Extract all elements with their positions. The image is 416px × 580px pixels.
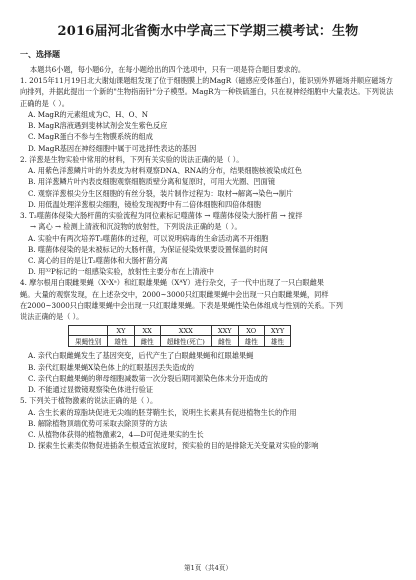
table-cell: 雄性 <box>264 336 290 347</box>
question-3-option-c: C. 离心的目的是让T₂噬菌体和大肠杆菌分离 <box>28 255 168 265</box>
table-cell: XX <box>134 326 160 336</box>
question-3-option-d: D. 用³²P标记的一组感染实验，放射性主要分布在上清液中 <box>28 267 214 277</box>
question-4-option-b: B. 亲代红眼雄果蝇X染色体上的红眼基因丢失造成的 <box>28 362 194 372</box>
question-5-option-a: A. 含生长素的琼脂块促进无尖端的胚芽鞘生长，说明生长素具有促进植物生长的作用 <box>28 407 297 417</box>
question-4-option-c: C. 亲代白眼雌果蝇的卵母细胞减数第一次分裂后期同源染色体未分开造成的 <box>28 373 268 383</box>
question-2-stem: 2. 洋葱是生物实验中常用的材料，下列有关实验的说法正确的是（ ）。 <box>20 154 244 164</box>
table-cell: 雌性 <box>211 336 238 347</box>
question-5-stem: 5. 下列关于植物激素的说法正确的是（ ）。 <box>20 396 158 406</box>
table-cell: 雌性 <box>134 336 160 347</box>
table-cell: XXY <box>211 326 238 336</box>
table-cell <box>69 326 108 336</box>
question-4-option-a: A. 亲代白眼雌蝇发生了基因突变，后代产生了白眼雌果蝇和红眼雄果蝇 <box>28 351 254 361</box>
question-5-option-b: B. 解除植物顶端优势可采取去除顶芽的方法 <box>28 418 168 428</box>
question-4-stem-line-2: 蝇。大量的观察发现，在上述杂交中，2000~3000只红眼雌果蝇中会出现一只白眼雌果蝇，同样 <box>20 289 329 299</box>
question-4-option-d: D. 不能通过显微镜观察染色体进行验证 <box>28 385 154 395</box>
table-cell: XO <box>238 326 264 336</box>
section-intro: 本题共6小题，每小题6分，在每小题给出的四个选项中，只有一项是符合题目要求的。 <box>30 65 306 74</box>
table-cell: 果蝇性别 <box>69 336 108 347</box>
section-heading: 一、选择题 <box>20 49 60 59</box>
question-2-option-b: B. 用洋葱鳞片叶内表皮细胞观察细胞质壁分离和复原时，可用大光圈、凹面镜 <box>28 177 276 187</box>
question-4-stem-line-4: 说法正确的是（ ）。 <box>20 312 84 322</box>
page-footer: 第1页（共4页） <box>184 564 232 572</box>
table-cell: XY <box>108 326 134 336</box>
question-1-option-b: B. MagR溶液遇到斐林试剂会发生紫色反应 <box>28 121 168 131</box>
question-1-option-d: D. MagR基因在神经细胞中属于可选择性表达的基因 <box>28 143 197 153</box>
question-2-option-a: A. 用紫色洋葱鳞片叶的外表皮为材料观察DNA、RNA的分布，结果细胞核被染成红色 <box>28 166 302 176</box>
question-5-option-c: C. 从植物体获得的植物激素2，4—D可促进果实的生长 <box>28 430 204 440</box>
question-3-stem: 3. T₂噬菌体侵染大肠杆菌的实验流程为同位素标记噬菌体 → 噬菌体侵染大肠杆菌 → 搅拌 <box>20 211 303 221</box>
sex-chromosome-table <box>68 325 291 347</box>
table-row <box>69 336 291 347</box>
question-5-option-d: D. 探索生长素类似物促进插条生根适宜浓度时，预实验的目的是排除无关变量对实验的影响 <box>28 441 319 451</box>
question-3-option-b: B. 噬菌体侵染的是未被标记的大肠杆菌，为保证侵染效果要设置保温的时间 <box>28 244 268 254</box>
table-cell: 超雌性(死亡) <box>160 336 211 347</box>
table-cell: 雄性 <box>238 336 264 347</box>
table-cell: 雄性 <box>108 336 134 347</box>
question-3-option-a: A. 实验中有两次培养T₂噬菌体的过程，可以说明病毒的生命活动离不开细胞 <box>28 233 269 243</box>
question-1-stem: 1. 2015年11月19日北大谢灿课题组发现了位于细胞膜上的MagR（磁感应受体蛋白），能识别外界磁场并顺应磁场方向排列，并据此提出一个新的"生物指南针"分子模型。MagR为一种铁硫蛋白，只在视神经细胞中大量表达。下列说法正确的是（ ）。 <box>20 76 394 108</box>
question-2-option-d: D. 用低温处理洋葱根尖细胞，镜检发现视野中有二倍体细胞和四倍体细胞 <box>28 199 261 209</box>
table-header-row <box>69 326 291 336</box>
table-cell: XXX <box>160 326 211 336</box>
question-4-stem: 4. 摩尔根用白眼雌果蝇（XᵃXᵃ）和红眼雄果蝇（XᴬY）进行杂交，子一代中出现了一只白眼雌果 <box>20 278 324 288</box>
question-1-option-a: A. MagR的元素组成为C、H、O、N <box>28 109 149 119</box>
question-3-stem-cont: → 离心 → 检测上清液和沉淀物的放射性，下列说法正确的是（ ）。 <box>30 222 242 232</box>
question-4-stem-line-3: 在2000~3000只白眼雄果蝇中会出现一只红眼雄果蝇。下表是果蝇性染色体组成与性别的关系。下列 <box>20 300 343 310</box>
question-2-option-c: C. 观察洋葱根尖分生区细胞的有丝分裂，装片制作过程为：取材→解离→染色→制片 <box>28 188 294 198</box>
table-cell: XYY <box>264 326 290 336</box>
exam-title: 2016届河北省衡水中学高三下学期三模考试：生物 <box>57 24 359 39</box>
question-1-option-c: C. MagR蛋白不参与生物膜系统的组成 <box>28 132 153 142</box>
